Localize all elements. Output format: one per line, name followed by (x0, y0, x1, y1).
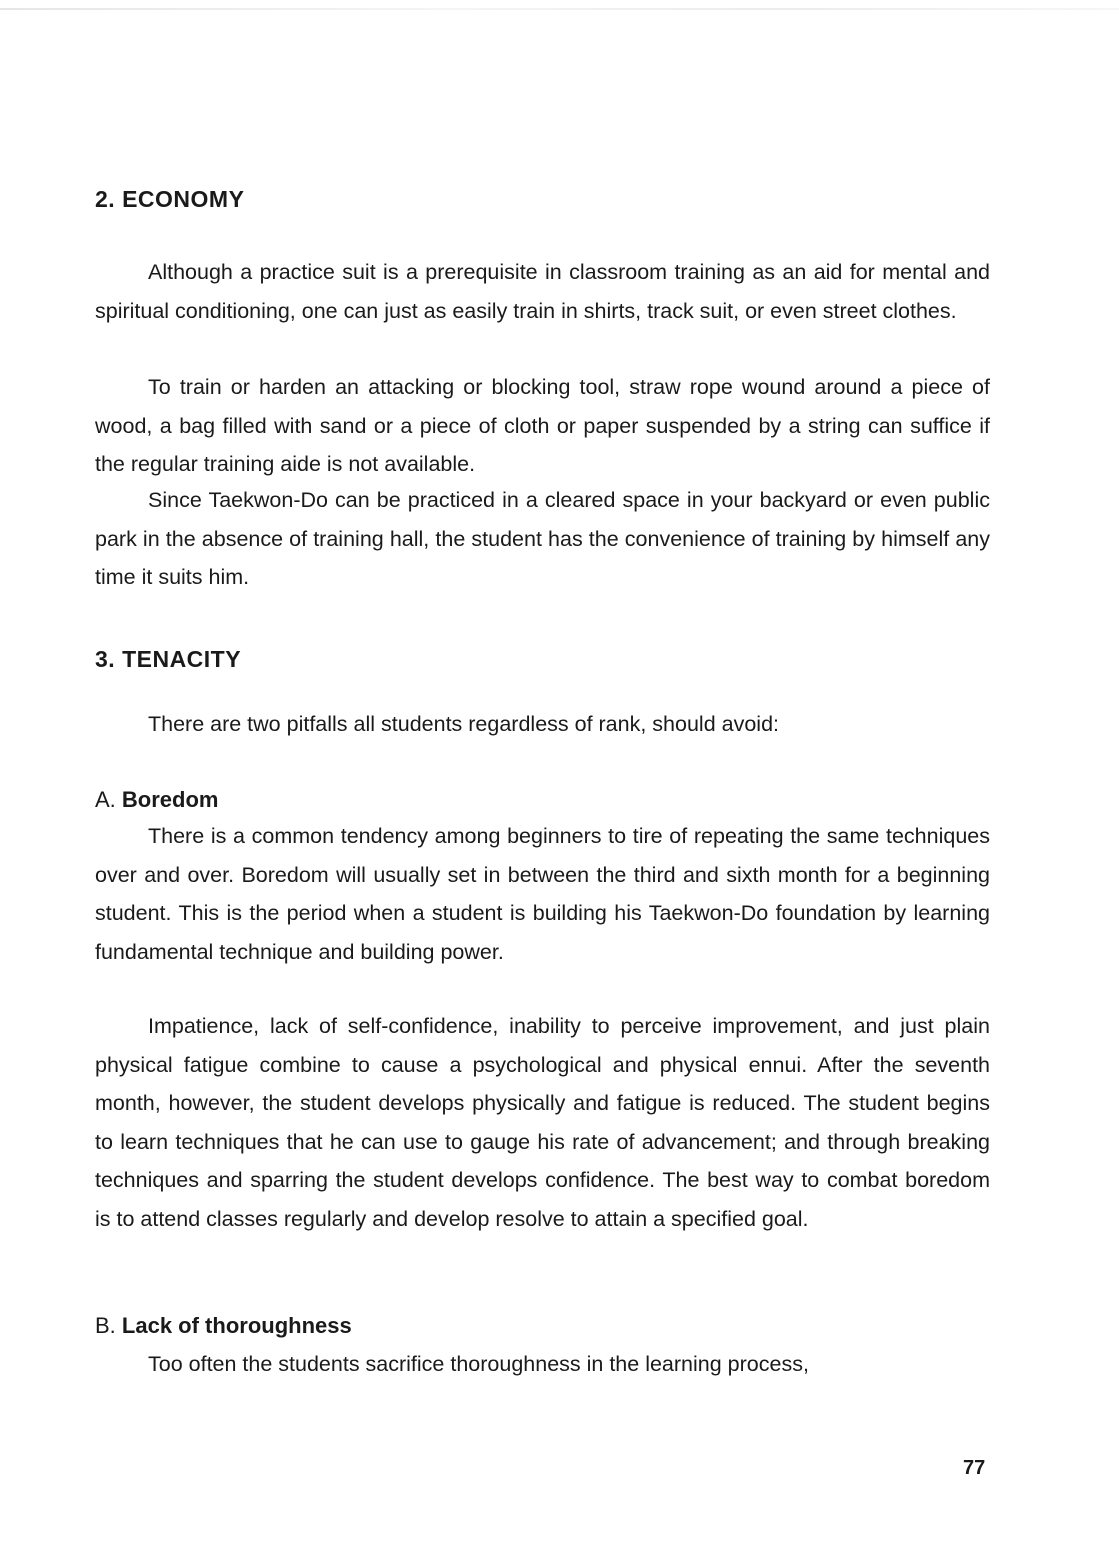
boredom-paragraph-2: Impatience, lack of self-confidence, inability to perceive improvement, and just plain physical fatigue combine to cause a psychological and physical ennui. After the seventh month, however, the student develops physically and fatigue is reduced. The student begins to learn techniques that he can use to gauge his rate of advancement; and through breaking techniques and sparring the student develops confidence. The best way to combat boredom is to attend classes regularly and develop resolve to attain a specified goal. (95, 1014, 990, 1231)
subheading-boredom (95, 787, 218, 813)
tenacity-intro: There are two pitfalls all students regardless of rank, should avoid: (148, 712, 779, 736)
page-number: 77 (963, 1457, 986, 1479)
thoroughness-paragraph-1: Too often the students sacrifice thoroughness in the learning process, (148, 1352, 809, 1376)
subheading-thoroughness-prefix: B. (95, 1313, 116, 1338)
subheading-thoroughness-title: Lack of thoroughness (121, 1313, 352, 1338)
section-heading-tenacity: 3. TENACITY (95, 646, 242, 672)
boredom-paragraph-1: There is a common tendency among beginners to tire of repeating the same techniques over and over. Boredom will usually set in between the third and sixth month for a beginning student. This is the period when a student is building his Taekwon-Do foundation by learning fundamental technique and building power. (95, 824, 990, 964)
subheading-boredom-prefix: A. (95, 787, 116, 812)
economy-paragraph-3: Since Taekwon-Do can be practiced in a cleared space in your backyard or even public park in the absence of training hall, the student has the convenience of training by himself any time it suits him. (95, 488, 990, 589)
economy-paragraph-1: Although a practice suit is a prerequisite in classroom training as an aid for mental and spiritual conditioning, one can just as easily train in shirts, track suit, or even street clothes. (95, 260, 990, 323)
subheading-boredom-title: Boredom (121, 787, 219, 812)
subheading-thoroughness (95, 1313, 352, 1339)
economy-paragraph-2: To train or harden an attacking or blocking tool, straw rope wound around a piece of wood, a bag filled with sand or a piece of cloth or paper suspended by a string can suffice if the regular training aide is not available. (95, 375, 990, 476)
section-heading-economy: 2. ECONOMY (95, 186, 245, 212)
scan-top-edge (0, 8, 1119, 10)
